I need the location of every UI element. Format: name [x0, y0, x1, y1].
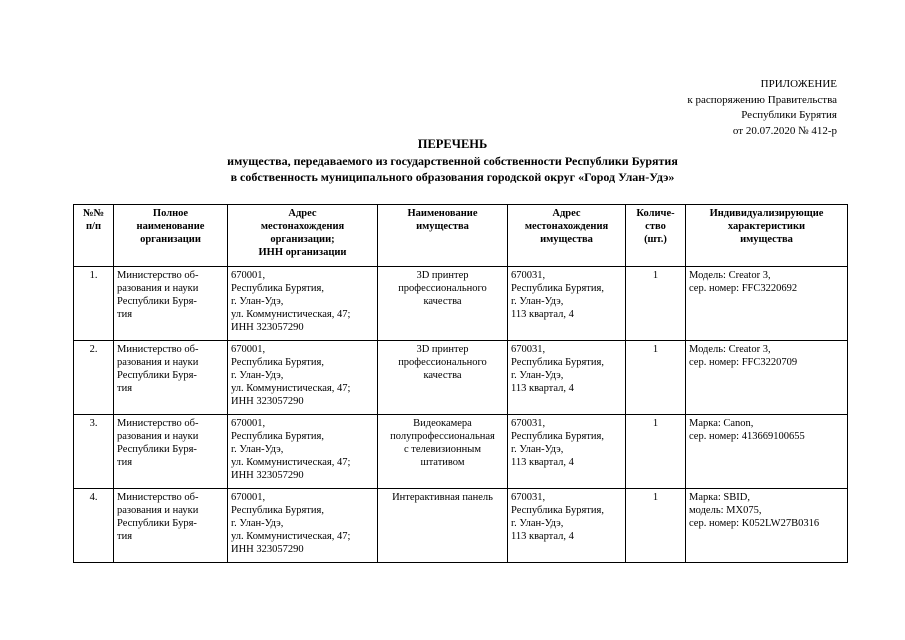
organization-line: Министерство об- — [117, 492, 199, 503]
header-text-line: характеристики — [727, 221, 806, 232]
organization-address-line: Республика Бурятия, — [231, 431, 324, 442]
table-row — [74, 267, 848, 341]
characteristics-line: сер. номер: FFC3220692 — [689, 283, 798, 294]
organization-line: Министерство об- — [117, 270, 199, 281]
header-text-line: местонахождения — [260, 221, 345, 232]
property-address-line: 670031, — [511, 492, 546, 503]
property-address-line: 670031, — [511, 344, 546, 355]
organization-line: разования и науки — [117, 431, 199, 442]
property-name-line: штативом — [420, 457, 465, 468]
header-text-line: имущества — [740, 234, 793, 245]
table-header-row — [74, 205, 848, 267]
header-organization — [114, 205, 228, 267]
organization-address-line: ул. Коммунистическая, 47; — [231, 309, 351, 320]
organization-line: тия — [117, 383, 133, 394]
organization-address-line: Республика Бурятия, — [231, 357, 324, 368]
organization-address-line: 670001, — [231, 492, 266, 503]
characteristics — [686, 341, 848, 415]
header-text-line: №№ — [82, 208, 105, 219]
organization-address-line: г. Улан-Удэ, — [231, 296, 284, 307]
organization-line: Республики Буря- — [117, 518, 197, 529]
characteristics — [686, 415, 848, 489]
organization-address — [228, 415, 378, 489]
property-address — [508, 415, 626, 489]
property-name-line: профессионального — [398, 357, 487, 368]
organization-line: Республики Буря- — [117, 444, 197, 455]
header-characteristics — [686, 205, 848, 267]
characteristics-line: сер. номер: 413669100655 — [689, 431, 805, 442]
organization-address-line: ул. Коммунистическая, 47; — [231, 457, 351, 468]
characteristics-line: Марка: Canon, — [689, 418, 754, 429]
organization-address-line: Республика Бурятия, — [231, 505, 324, 516]
quantity: 1 — [626, 415, 686, 489]
appendix-block — [687, 77, 837, 139]
header-text-line: (шт.) — [644, 234, 667, 245]
header-text-line: Адрес — [288, 208, 317, 219]
property-address-line: Республика Бурятия, — [511, 505, 604, 516]
property-address-line: г. Улан-Удэ, — [511, 444, 564, 455]
header-text-line: Индивидуализирующие — [709, 208, 824, 219]
characteristics — [686, 267, 848, 341]
organization-address — [228, 267, 378, 341]
property-address-line: г. Улан-Удэ, — [511, 518, 564, 529]
property-name-line: качества — [423, 296, 462, 307]
organization-line: Республики Буря- — [117, 370, 197, 381]
property-table — [73, 204, 848, 563]
property-address-line: 670031, — [511, 270, 546, 281]
header-text-line: ство — [645, 221, 666, 232]
header-quantity — [626, 205, 686, 267]
row-number: 3. — [74, 415, 114, 489]
property-name-line: Интерактивная панель — [392, 492, 493, 503]
header-text-line: ИНН организации — [258, 247, 347, 258]
header-text-line: Адрес — [552, 208, 581, 219]
property-name-line: полупрофессиональная — [390, 431, 495, 442]
property-address-line: Республика Бурятия, — [511, 431, 604, 442]
organization-name — [114, 489, 228, 563]
organization-address — [228, 341, 378, 415]
organization-address-line: 670001, — [231, 270, 266, 281]
property-name-line: профессионального — [398, 283, 487, 294]
organization-line: разования и науки — [117, 357, 199, 368]
property-address-line: 113 квартал, 4 — [511, 383, 574, 394]
organization-line: Министерство об- — [117, 418, 199, 429]
property-address-line: г. Улан-Удэ, — [511, 370, 564, 381]
header-text-line: наименование — [136, 221, 205, 232]
appendix-date-number: от 20.07.2020 № 412-р — [732, 124, 837, 137]
organization-address — [228, 489, 378, 563]
organization-line: разования и науки — [117, 283, 199, 294]
property-address-line: г. Улан-Удэ, — [511, 296, 564, 307]
organization-address-line: Республика Бурятия, — [231, 283, 324, 294]
property-address-line: 113 квартал, 4 — [511, 309, 574, 320]
characteristics — [686, 489, 848, 563]
header-number — [74, 205, 114, 267]
quantity: 1 — [626, 341, 686, 415]
property-name — [378, 341, 508, 415]
organization-address-line: 670001, — [231, 344, 266, 355]
header-text-line: имущества — [540, 234, 593, 245]
property-name-line: качества — [423, 370, 462, 381]
table-row — [74, 415, 848, 489]
organization-line: Республики Буря- — [117, 296, 197, 307]
row-number: 2. — [74, 341, 114, 415]
appendix-order-ref: к распоряжению Правительства — [687, 93, 837, 106]
table-row — [74, 489, 848, 563]
property-address — [508, 341, 626, 415]
organization-line: Министерство об- — [117, 344, 199, 355]
document-title — [0, 136, 905, 185]
property-address-line: Республика Бурятия, — [511, 283, 604, 294]
header-org-address — [228, 205, 378, 267]
table-row — [74, 341, 848, 415]
property-address-line: 113 квартал, 4 — [511, 531, 574, 542]
property-address-line: 113 квартал, 4 — [511, 457, 574, 468]
property-name-line: 3D принтер — [416, 344, 469, 355]
property-address — [508, 489, 626, 563]
appendix-republic: Республики Бурятия — [741, 109, 837, 121]
organization-name — [114, 415, 228, 489]
header-text-line: имущества — [416, 221, 469, 232]
characteristics-line: сер. номер: FFC3220709 — [689, 357, 798, 368]
property-address — [508, 267, 626, 341]
property-address-line: Республика Бурятия, — [511, 357, 604, 368]
organization-address-line: ИНН 323057290 — [231, 470, 304, 481]
organization-address-line: ИНН 323057290 — [231, 322, 304, 333]
organization-line: тия — [117, 309, 133, 320]
property-name-line: Видеокамера — [413, 418, 472, 429]
property-name — [378, 415, 508, 489]
organization-line: тия — [117, 457, 133, 468]
row-number: 1. — [74, 267, 114, 341]
organization-name — [114, 341, 228, 415]
header-text-line: Полное — [152, 208, 189, 219]
header-text-line: организации — [140, 234, 201, 245]
title-line-1: имущества, передаваемого из государственной собственности Республики Бурятия — [227, 154, 678, 168]
header-text-line: местонахождения — [524, 221, 609, 232]
organization-address-line: ИНН 323057290 — [231, 396, 304, 407]
header-text-line: Количе- — [636, 208, 675, 219]
characteristics-line: Модель: Creator 3, — [689, 344, 771, 355]
title-line-2: в собственность муниципального образования городской округ «Город Улан-Удэ» — [230, 170, 675, 184]
organization-address-line: г. Улан-Удэ, — [231, 370, 284, 381]
row-number: 4. — [74, 489, 114, 563]
property-name-line: 3D принтер — [416, 270, 469, 281]
property-address-line: 670031, — [511, 418, 546, 429]
organization-address-line: ИНН 323057290 — [231, 544, 304, 555]
property-name — [378, 489, 508, 563]
header-text-line: п/п — [85, 221, 102, 232]
organization-address-line: ул. Коммунистическая, 47; — [231, 531, 351, 542]
organization-address-line: г. Улан-Удэ, — [231, 444, 284, 455]
quantity: 1 — [626, 267, 686, 341]
organization-address-line: г. Улан-Удэ, — [231, 518, 284, 529]
property-name-line: с телевизионным — [404, 444, 481, 455]
organization-address-line: ул. Коммунистическая, 47; — [231, 383, 351, 394]
characteristics-line: сер. номер: K052LW27B0316 — [689, 518, 820, 529]
quantity: 1 — [626, 489, 686, 563]
organization-line: тия — [117, 531, 133, 542]
appendix-title: ПРИЛОЖЕНИЕ — [760, 78, 837, 90]
table-body — [74, 267, 848, 563]
property-name — [378, 267, 508, 341]
header-property-address — [508, 205, 626, 267]
header-text-line: организации; — [270, 234, 335, 245]
organization-name — [114, 267, 228, 341]
organization-address-line: 670001, — [231, 418, 266, 429]
organization-line: разования и науки — [117, 505, 199, 516]
header-property-name — [378, 205, 508, 267]
title-heading: ПЕРЕЧЕНЬ — [417, 137, 488, 151]
header-text-line: Наименование — [407, 208, 478, 219]
characteristics-line: Модель: Creator 3, — [689, 270, 771, 281]
characteristics-line: модель: MX075, — [689, 505, 762, 516]
characteristics-line: Марка: SBID, — [689, 492, 750, 503]
